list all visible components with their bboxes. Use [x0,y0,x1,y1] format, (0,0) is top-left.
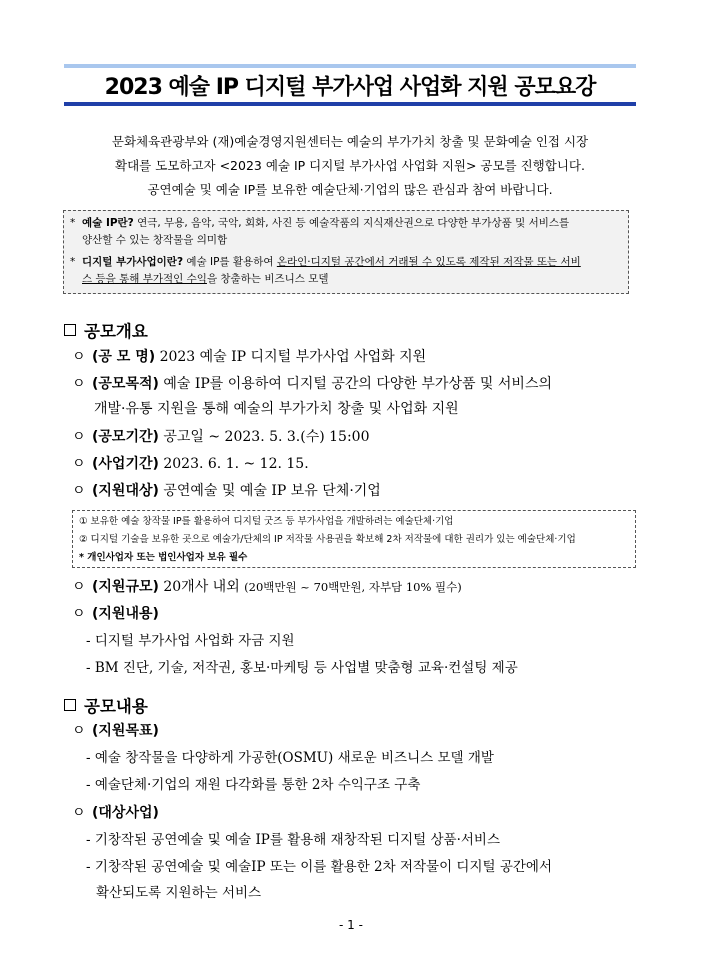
content-dash-item: - BM 진단, 기술, 저작권, 홍보·마케팅 등 사업별 맞춤형 교육·컨설팅 제공 [86,660,518,676]
target-dash-item-cont: 확산되도록 지원하는 서비스 [96,885,262,901]
goal-dash-item: - 예술 창작물을 다양하게 가공한(OSMU) 새로운 비즈니스 모델 개발 [86,750,494,766]
content-item-target: ㅇ (대상사업) [72,805,159,821]
definition-art-ip: * 예술 IP란? 연극, 무용, 음악, 국악, 회화, 사진 등 예술작품의 지식재산권으로 다양한 부가상품 및 서비스를 양산할 수 있는 창작물을 의미함 [70,217,570,246]
intro-paragraph [64,130,636,202]
definition-digital-business: * 디지털 부가사업이란? 예술 IP를 활용하여 온라인·디지털 공간에서 거래될 수 있도록 제작된 저작물 또는 서비 스 등을 통해 부가적인 수익을 창출하는 비즈니스 모델 [70,256,581,285]
content-dash-item: - 디지털 부가사업 사업화 자금 지원 [86,633,295,649]
overview-item-scale: ㅇ (지원규모) 20개사 내외 (20백만원 ~ 70백만원, 자부담 10% 필수) [72,579,462,595]
overview-item-business-period: ㅇ (사업기간) 2023. 6. 1. ~ 12. 15. [72,456,309,472]
overview-item-purpose: ㅇ (공모목적) 예술 IP를 이용하여 디지털 공간의 다양한 부가상품 및 서비스의 [72,376,553,392]
title-bar [64,64,636,106]
eligibility-line: ② 디지털 기술을 보유한 곳으로 예술가/단체의 IP 저작물 사용권을 확보해 2차 저작물에 대한 권리가 있는 예술단체·기업 [79,534,576,545]
intro-line: 공연예술 및 예술 IP를 보유한 예술단체·기업의 많은 관심과 참여 바랍니다. [147,182,553,197]
definition-term: 예술 IP란? [82,217,134,229]
definition-term: 디지털 부가사업이란? [82,256,184,268]
page-title: 2023 예술 IP 디지털 부가사업 사업화 지원 공모요강 [104,74,596,100]
square-bullet-icon [64,699,76,711]
overview-item-content: ㅇ (지원내용) [72,606,159,622]
square-bullet-icon [64,324,76,336]
intro-line: 문화체육관광부와 (재)예술경영지원센터는 예술의 부가가치 창출 및 문화예술 인접 시장 [111,134,589,149]
intro-line: 확대를 도모하고자 <2023 예술 IP 디지털 부가사업 사업화 지원> 공모를 진행합니다. [115,158,585,173]
overview-item-period: ㅇ (공모기간) 공고일 ~ 2023. 5. 3.(수) 15:00 [72,429,370,445]
overview-item-target: ㅇ (지원대상) 공연예술 및 예술 IP 보유 단체·기업 [72,483,381,499]
section-heading-content: 공모내용 [64,693,148,717]
overview-item-name: ㅇ (공 모 명) 2023 예술 IP 디지털 부가사업 사업화 지원 [72,349,427,365]
goal-dash-item: - 예술단체·기업의 재원 다각화를 통한 2차 수익구조 구축 [86,777,421,793]
target-dash-item: - 기창작된 공연예술 및 예술 IP를 활용해 재창작된 디지털 상품·서비스 [86,832,500,848]
content-item-goal: ㅇ (지원목표) [72,723,159,739]
definition-box [63,210,629,294]
page-number: - 1 - [339,918,363,932]
target-dash-item: - 기창작된 공연예술 및 예술IP 또는 이를 활용한 2차 저작물이 디지털 공간에서 [86,859,552,875]
eligibility-note: * 개인사업자 또는 법인사업자 보유 필수 [79,552,248,563]
section-heading-overview: 공모개요 [64,318,148,342]
eligibility-line: ① 보유한 예술 창작물 IP를 활용하여 디지털 굿즈 등 부가사업을 개발하려는 예술단체·기업 [79,516,454,527]
eligibility-box [72,510,636,568]
overview-item-purpose-cont: 개발·유통 지원을 통해 예술의 부가가치 창출 및 사업화 지원 [94,401,459,417]
